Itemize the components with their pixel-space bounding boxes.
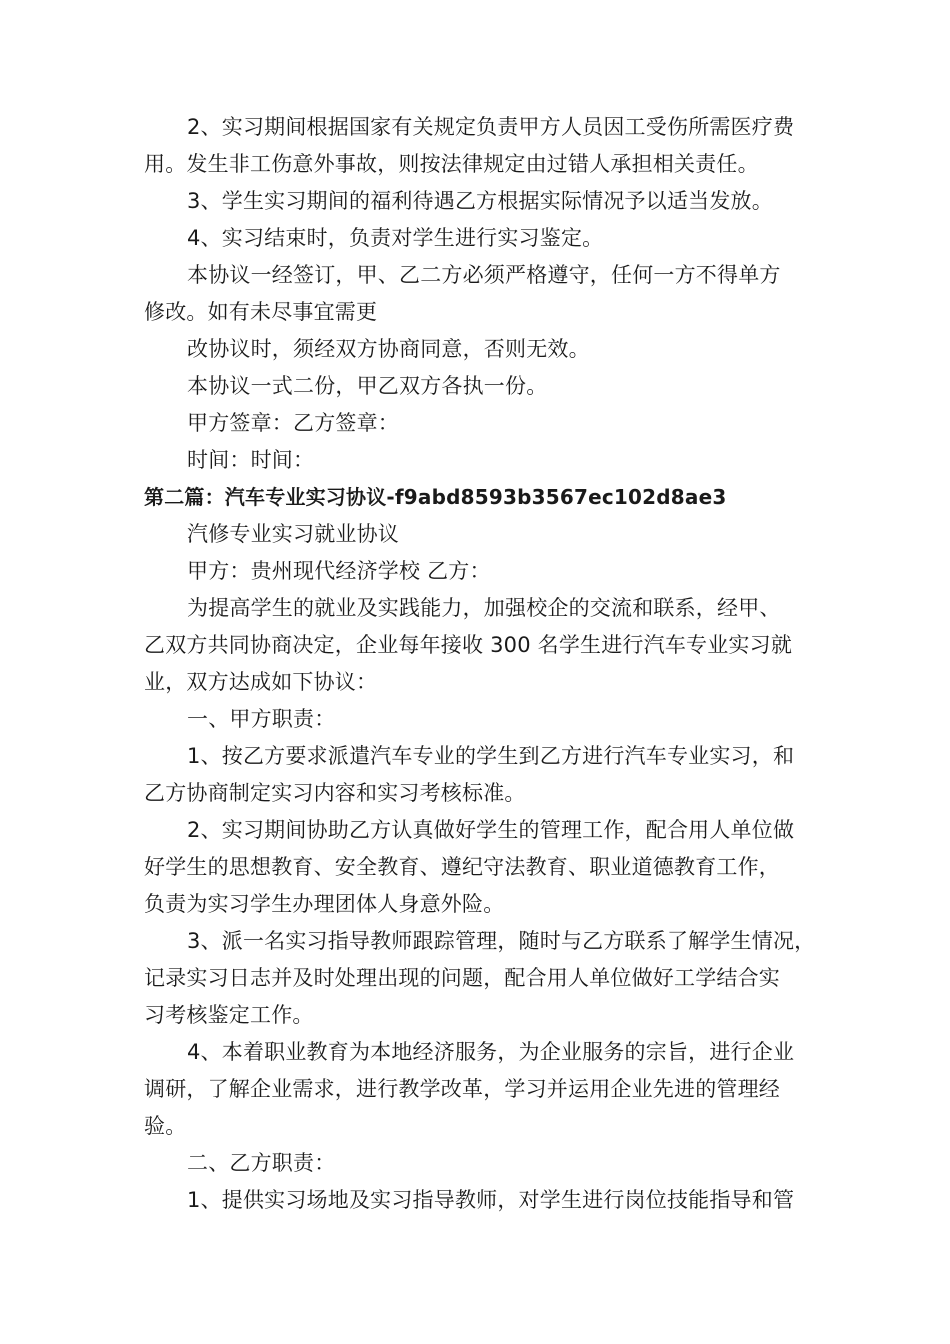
document-title: 汽修专业实习就业协议 <box>187 522 399 546</box>
paragraph-line: 修改。如有未尽事宜需更 <box>144 300 378 324</box>
paragraph-line: 2、实习期间协助乙方认真做好学生的管理工作，配合用人单位做 <box>187 818 795 842</box>
paragraph-line: 验。 <box>144 1114 187 1138</box>
paragraph-line: 本协议一经签订，甲、乙二方必须严格遵守，任何一方不得单方 <box>187 263 781 287</box>
paragraph-line: 好学生的思想教育、安全教育、遵纪守法教育、职业道德教育工作， <box>144 855 780 879</box>
party-line: 甲方：贵州现代经济学校 乙方： <box>187 559 491 583</box>
paragraph-line: 用。发生非工伤意外事故，则按法律规定由过错人承担相关责任。 <box>144 152 759 176</box>
paragraph-line: 1、按乙方要求派遣汽车专业的学生到乙方进行汽车专业实习，和 <box>187 744 795 768</box>
section-heading: 第二篇：汽车专业实习协议-f9abd8593b3567ec102d8ae3 <box>144 485 727 509</box>
paragraph-line: 调研，了解企业需求，进行教学改革，学习并运用企业先进的管理经 <box>144 1077 780 1101</box>
paragraph-line: 4、实习结束时，负责对学生进行实习鉴定。 <box>187 226 604 250</box>
paragraph-line: 乙方协商制定实习内容和实习考核标准。 <box>144 781 526 805</box>
paragraph-line: 记录实习日志并及时处理出现的问题，配合用人单位做好工学结合实 <box>144 966 780 990</box>
subheading: 二、乙方职责： <box>187 1151 336 1175</box>
paragraph-line: 3、学生实习期间的福利待遇乙方根据实际情况予以适当发放。 <box>187 189 773 213</box>
paragraph-line: 2、实习期间根据国家有关规定负责甲方人员因工受伤所需医疗费 <box>187 115 795 139</box>
paragraph-line: 习考核鉴定工作。 <box>144 1003 314 1027</box>
paragraph-line: 负责为实习学生办理团体人身意外险。 <box>144 892 505 916</box>
paragraph-line: 1、提供实习场地及实习指导教师，对学生进行岗位技能指导和管 <box>187 1188 795 1212</box>
paragraph-line: 为提高学生的就业及实践能力，加强校企的交流和联系，经甲、 <box>187 596 781 620</box>
subheading: 一、甲方职责： <box>187 707 336 731</box>
paragraph-line: 业，双方达成如下协议： <box>144 670 378 694</box>
paragraph-line: 乙双方共同协商决定，企业每年接收 300 名学生进行汽车专业实习就 <box>144 633 793 657</box>
signature-line: 甲方签章：乙方签章： <box>187 411 399 435</box>
paragraph-line: 改协议时，须经双方协商同意，否则无效。 <box>187 337 590 361</box>
paragraph-line: 3、派一名实习指导教师跟踪管理，随时与乙方联系了解学生情况， <box>187 929 816 953</box>
date-line: 时间：时间： <box>187 448 315 472</box>
paragraph-line: 4、本着职业教育为本地经济服务，为企业服务的宗旨，进行企业 <box>187 1040 795 1064</box>
paragraph-line: 本协议一式二份，甲乙双方各执一份。 <box>187 374 548 398</box>
